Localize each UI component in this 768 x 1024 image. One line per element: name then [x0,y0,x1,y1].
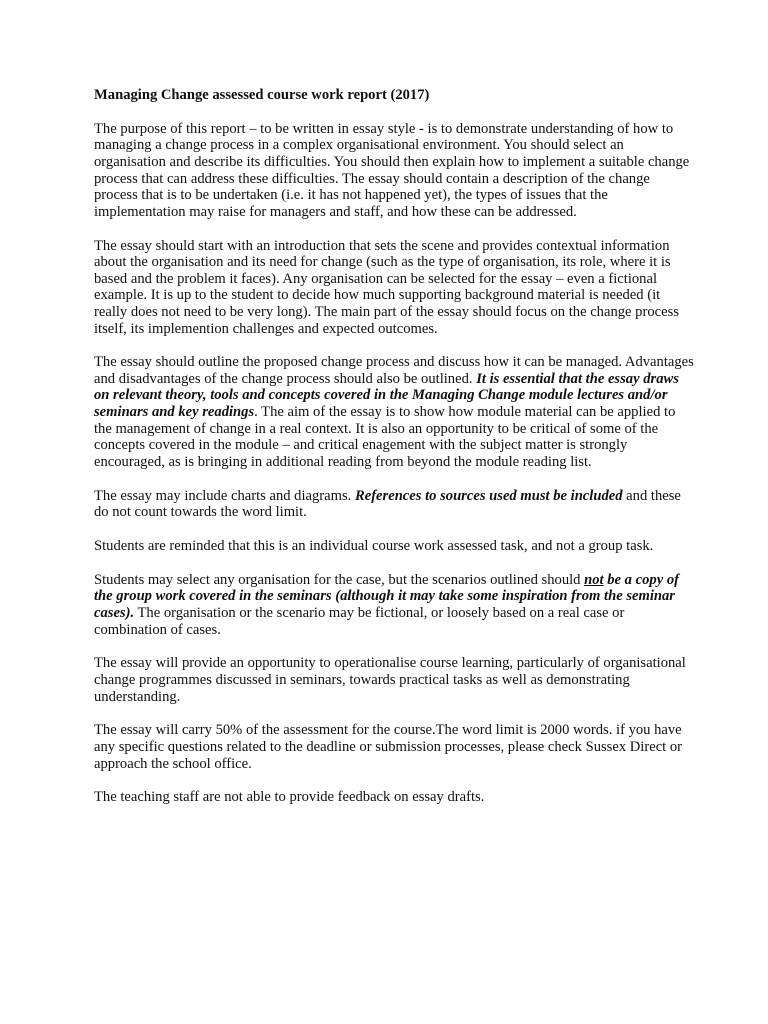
paragraph-outline-text-1: The essay should outline the proposed change process and discuss how it can be managed. Advantages and disadvantages of the change process should also be outlined. [94,354,694,387]
document-title: Managing Change assessed course work report (2017) [94,87,430,103]
paragraph-organisation [94,572,694,638]
paragraph-charts-text-1: The essay may include charts and diagrams. [94,487,355,504]
paragraph-charts-text-2: and these do not count towards the word limit. [94,487,681,521]
not-emphasis: not [584,571,604,588]
paragraph-opportunity: The essay will provide an opportunity to operationalise course learning, particularly of organisational change programmes discussed in seminars, towards practical tasks as well as demonstrating understanding. [94,655,686,705]
paragraph-individual-task: Students are reminded that this is an individual course work assessed task, and not a group task. [94,538,654,554]
copy-emphasis: be a copy of the group work covered in the seminars (although it may take some inspiration from the seminar cases). [94,571,679,621]
paragraph-organisation-text-1: Students may select any organisation for the case, but the scenarios outlined should [94,571,585,588]
paragraph-outline [94,354,694,470]
paragraph-organisation-text-2: The organisation or the scenario may be fictional, or loosely based on a real case or combination of cases. [94,604,625,638]
paragraph-assessment: The essay will carry 50% of the assessment for the course.The word limit is 2000 words. if you have any specific questions related to the deadline or submission processes, please check Sussex Direct or approach the school office. [94,722,683,772]
paragraph-feedback: The teaching staff are not able to provide feedback on essay drafts. [94,789,485,806]
paragraph-introduction: The essay should start with an introduction that sets the scene and provides contextual information about the organisation and its need for change (such as the type of organisation, its role, where it is based and the problem it faces). Any organisation can be selected for the essay – even a fictional example. It is up to the student to decide how much supporting background material is needed (it really does not need to be very long). The main part of the essay should focus on the change process itself, its implemention challenges and expected outcomes. [94,237,679,337]
document-page [94,87,694,823]
paragraph-purpose: The purpose of this report – to be written in essay style - is to demonstrate understanding of how to managing a change process in a complex organisational environment. You should select an organisation and describe its difficulties. You should then explain how to implement a suitable change process that can address these difficulties. The essay should contain a description of the change process that is to be undertaken (i.e. it has not happened yet), the types of issues that the implementation may raise for managers and staff, and how these can be addressed. [94,120,690,220]
paragraph-charts [94,488,694,521]
references-emphasis: References to sources used must be included [354,487,623,504]
essential-emphasis: It is essential that the essay draws on relevant theory, tools and concepts covered in the Managing Change module lectures and/or seminars and key readings [94,370,679,421]
paragraph-outline-text-2: . The aim of the essay is to show how module material can be applied to the management of change in a real context. It is also an opportunity to be critical of some of the concepts covered in the module – and critical enagement with the subject matter is strongly encouraged, as is bringing in additional reading from beyond the module reading list. [94,404,676,470]
